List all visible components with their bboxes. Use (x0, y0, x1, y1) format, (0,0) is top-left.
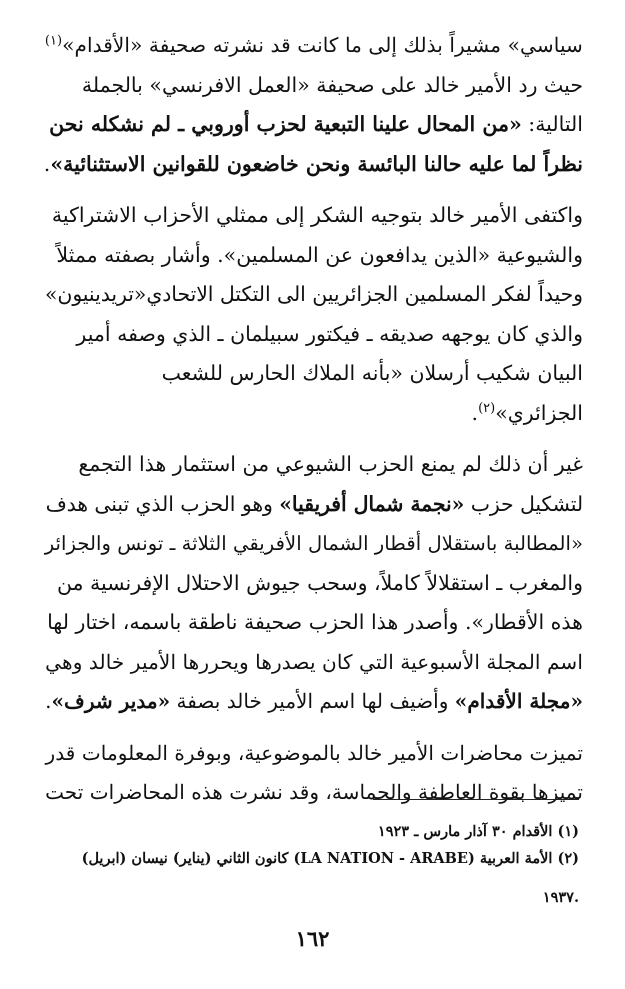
text-segment: الجزائري» (495, 400, 583, 425)
paragraph (42, 445, 583, 722)
text-line (42, 682, 583, 722)
text-line (42, 354, 583, 394)
text-line (42, 394, 583, 434)
text-segment: «مجلة الأقدام» (454, 689, 583, 713)
footnotes (42, 818, 579, 911)
text-segment: «نجمة شمال أفريقيا» (279, 491, 465, 516)
text-segment: لتشكيل حزب (464, 491, 583, 516)
footnote-reference: (٢) (478, 400, 496, 416)
paragraph (42, 26, 583, 184)
text-line (42, 773, 583, 813)
text-segment: التالية: (521, 112, 583, 136)
text-segment: . (43, 151, 51, 176)
text-segment: والذي كان يوجهه صديقه ـ فيكتور سبيلمان ـ الذي وصفه أمير (76, 321, 583, 346)
text-line (42, 445, 583, 485)
text-segment: تميزها بقوة العاطفة والحماسة، وقد نشرت هذه المحاضرات تحت (45, 780, 583, 804)
text-segment: «المطالبة باستقلال أقطار الشمال الأفريقي الثلاثة ـ تونس والجزائر (44, 532, 583, 555)
text-segment: واكتفى الأمير خالد بتوجيه الشكر إلى ممثلي الأحزاب الاشتراكية (51, 203, 583, 227)
text-segment: سياسي» مشيراً بذلك إلى ما كانت قد نشرته صحيفة «الأقدام» (62, 33, 583, 57)
footnote-2: (٢) الأمة العربية (LA NATION - ARABE) كانون الثاني (يناير) نيسان (ابريل) (81, 850, 579, 867)
text-segment: تميزت محاضرات الأمير خالد بالموضوعية، وبوفرة المعلومات قدر (45, 740, 583, 765)
text-segment: «من المحال علينا التبعية لحزب أوروبي ـ لم نشكله نحن (49, 112, 522, 136)
text-segment: غير أن ذلك لم يمنع الحزب الشيوعي من استثمار هذا التجمع (78, 452, 583, 476)
footnote-separator (373, 799, 579, 800)
text-line (42, 603, 583, 643)
text-segment: هذه الأقطار». وأصدر هذا الحزب صحيفة ناطقة باسمه، اختار لها (47, 610, 583, 634)
text-line (42, 485, 583, 525)
text-segment: وحيداً لفكر المسلمين الجزائريين الى التكتل الاتحادي«تريدينيون» (44, 282, 583, 306)
text-line (42, 643, 583, 683)
footnote-1: (١) الأقدام ٣٠ آذار مارس ـ ١٩٢٣ (377, 823, 579, 840)
text-segment: والمغرب ـ استقلالاً كاملاً، وسحب جيوش الاحتلال الإفرنسية من (56, 570, 583, 595)
text-segment: البيان شكيب أرسلان «بأنه الملاك الحارس للشعب (161, 361, 583, 385)
footnote-reference: (١) (44, 33, 63, 49)
text-segment: «مدير شرف» (51, 689, 171, 713)
main-text (42, 26, 583, 825)
text-line (42, 524, 583, 564)
text-segment: حيث رد الأمير خالد على صحيفة «العمل الافرنسي» بالجملة (81, 72, 583, 97)
text-segment: . (45, 689, 52, 713)
text-line (42, 275, 583, 315)
paragraph (42, 196, 583, 433)
text-line (42, 26, 583, 66)
text-segment: نظراً لما عليه حالنا البائسة ونحن خاضعون للقوانين الاستثنائية» (50, 151, 583, 176)
text-segment: والشيوعية «الذين يدافعون عن المسلمين». وأشار بصفته ممثلاً (56, 242, 583, 267)
text-line (42, 564, 583, 604)
text-line (42, 315, 583, 355)
text-segment: . (471, 400, 479, 425)
text-segment: وأضيف لها اسم الأمير خالد بصفة (170, 689, 455, 713)
text-segment: وهو الحزب الذي تبنى هدف (45, 491, 280, 516)
text-line (42, 236, 583, 276)
text-line (42, 145, 583, 185)
page-number: ١٦٢ (295, 926, 330, 951)
text-line (42, 66, 583, 106)
text-line (42, 196, 583, 236)
footnote-2-continuation: .١٩٣٧ (542, 889, 579, 906)
paragraph (42, 734, 583, 813)
text-line (42, 734, 583, 774)
text-line (42, 105, 583, 145)
text-segment: اسم المجلة الأسبوعية التي كان يصدرها ويحررها الأمير خالد وهي (45, 649, 583, 674)
